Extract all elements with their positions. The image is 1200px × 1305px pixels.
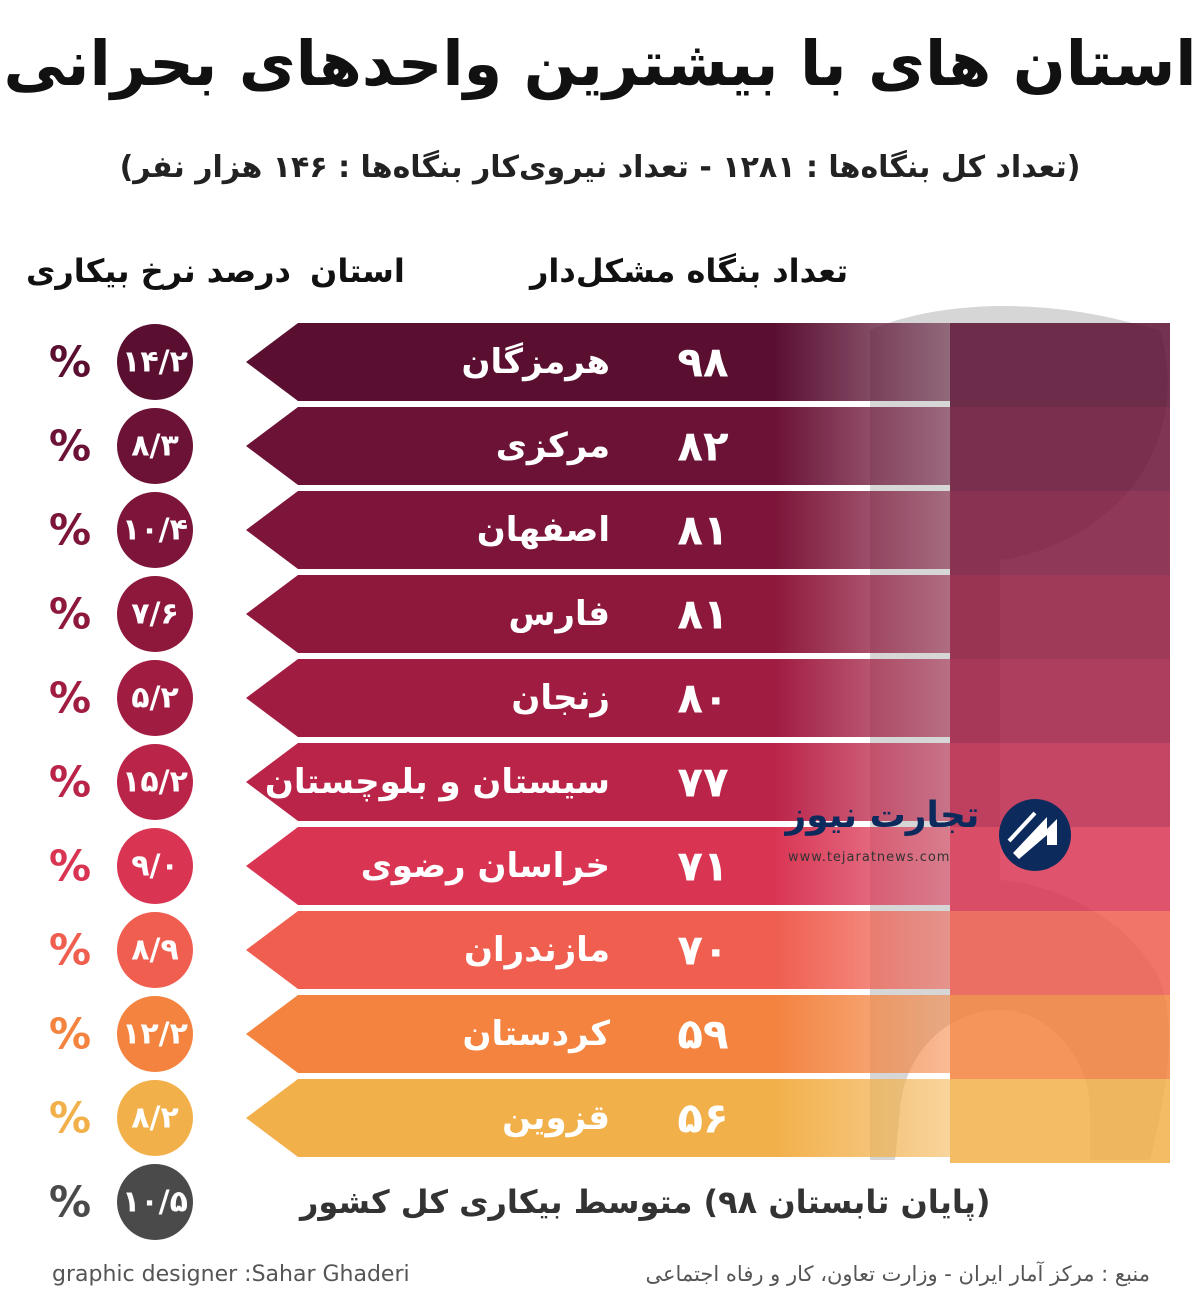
rate-value: ۸/۹	[131, 932, 179, 968]
source-credit: منبع : مرکز آمار ایران - وزارت تعاون، کار و رفاه اجتماعی	[645, 1262, 1150, 1286]
percent-symbol: %	[48, 337, 92, 387]
percent-symbol: %	[48, 841, 92, 891]
rate-value: ۱۴/۲	[122, 344, 188, 380]
logo-text: تجارت نیوز	[785, 795, 980, 836]
count-value: ۷۱	[677, 841, 729, 891]
count-value: ۸۱	[677, 505, 729, 555]
column-header-rate: درصد نرخ بیکاری	[26, 252, 291, 290]
wrench-band	[950, 407, 1170, 491]
province-label: قزوین	[502, 1098, 610, 1138]
percent-symbol: %	[48, 925, 92, 975]
percent-symbol: %	[48, 673, 92, 723]
wrench-band	[950, 323, 1170, 407]
average-label: (پایان تابستان ۹۸) متوسط بیکاری کل کشور	[300, 1183, 991, 1221]
page-title: استان های با بیشترین واحدهای بحرانی	[3, 27, 1197, 100]
count-value: ۸۱	[677, 589, 729, 639]
rate-value: ۹/۰	[131, 848, 179, 884]
province-label: هرمزگان	[461, 342, 610, 382]
wrench-band	[950, 995, 1170, 1079]
rate-value: ۱۰/۴	[122, 512, 188, 548]
rate-value: ۷/۶	[131, 596, 179, 632]
rate-value: ۱۵/۲	[122, 764, 188, 800]
column-header-count: تعداد بنگاه مشکل‌دار	[530, 252, 849, 290]
province-label: زنجان	[511, 678, 610, 718]
wrench-band	[950, 659, 1170, 743]
province-label: مازندران	[463, 930, 610, 970]
percent-symbol: %	[48, 421, 92, 471]
count-value: ۷۷	[677, 757, 729, 807]
rate-value: ۵/۲	[131, 680, 179, 716]
column-header-province: استان	[310, 252, 405, 290]
logo-mark-icon	[995, 795, 1075, 875]
percent-symbol: %	[48, 1093, 92, 1143]
wrench-band	[950, 575, 1170, 659]
count-value: ۸۰	[677, 673, 729, 723]
rate-value: ۱۲/۲	[122, 1016, 188, 1052]
wrench-band	[950, 911, 1170, 995]
count-value: ۹۸	[677, 337, 729, 387]
page-subtitle: (تعداد کل بنگاه‌ها : ۱۲۸۱ - تعداد نیروی‌کار بنگاه‌ها : ۱۴۶ هزار نفر)	[119, 150, 1081, 185]
province-label: مرکزی	[495, 426, 610, 466]
rate-value: ۸/۳	[131, 428, 179, 464]
average-percent-symbol: %	[48, 1177, 92, 1227]
count-value: ۸۲	[677, 421, 729, 471]
count-value: ۵۹	[677, 1009, 729, 1059]
province-label: سیستان و بلوچستان	[264, 762, 610, 802]
province-label: کردستان	[462, 1014, 610, 1054]
count-value: ۷۰	[677, 925, 729, 975]
province-label: اصفهان	[476, 510, 610, 550]
percent-symbol: %	[48, 757, 92, 807]
province-label: فارس	[508, 594, 610, 634]
wrench-band	[950, 491, 1170, 575]
average-value: ۱۰/۵	[122, 1184, 188, 1220]
percent-symbol: %	[48, 589, 92, 639]
rate-value: ۸/۲	[131, 1100, 179, 1136]
count-value: ۵۶	[677, 1093, 729, 1143]
province-label: خراسان رضوی	[360, 846, 610, 886]
wrench-band	[950, 1079, 1170, 1163]
brand-logo	[780, 790, 1080, 885]
percent-symbol: %	[48, 505, 92, 555]
designer-credit: graphic designer :Sahar Ghaderi	[52, 1262, 410, 1287]
logo-url: www.tejaratnews.com	[788, 850, 951, 865]
percent-symbol: %	[48, 1009, 92, 1059]
